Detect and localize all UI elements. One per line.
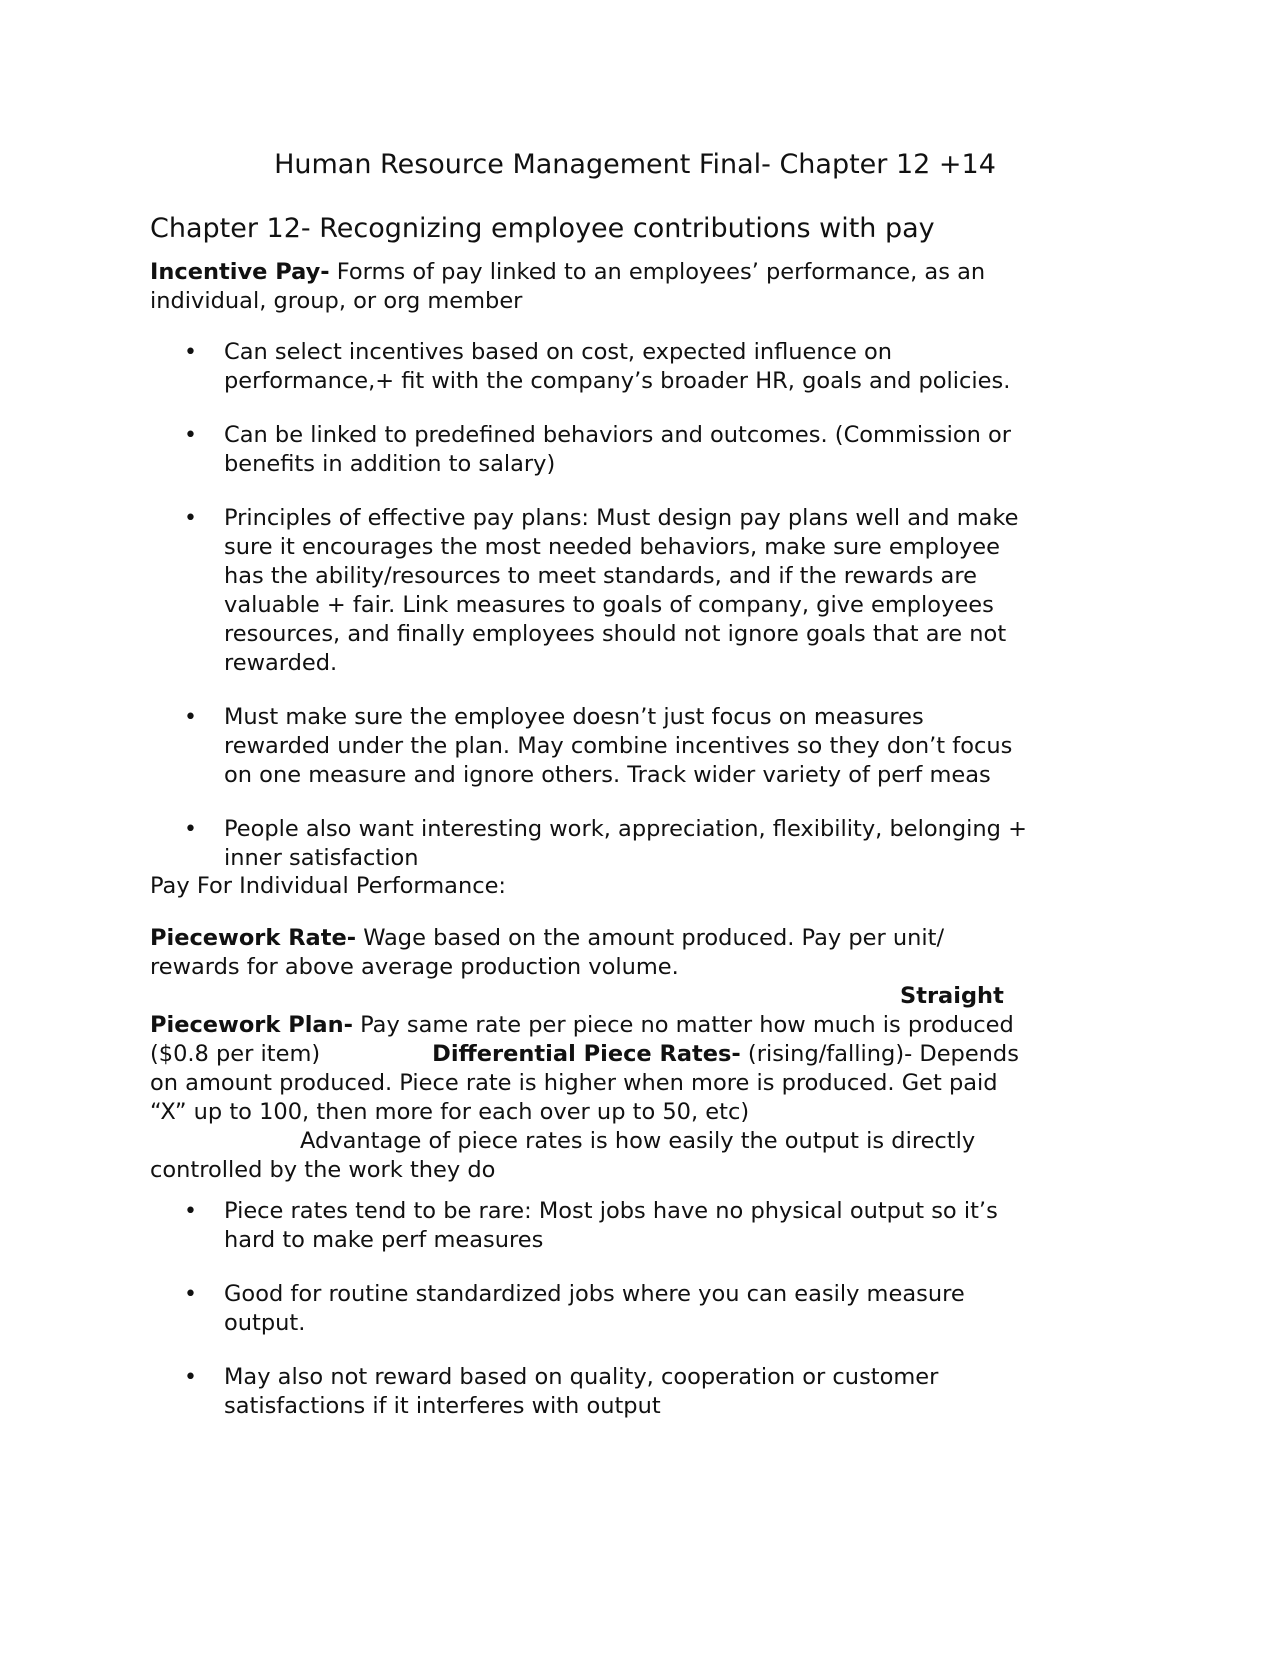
bullet-icon: • — [184, 506, 197, 531]
list-item: • Good for routine standardized jobs where you can easily measure output. — [184, 1281, 965, 1336]
piecework-rate-paragraph: Piecework Rate- Wage based on the amount produced. Pay per unit/ rewards for above average production volume. Straight Piecework Plan- Pay same rate per piece no matter how much is produced ($0.8 per item) Differential Piece Rates- (rising/falling)- Depends on amount produced. Piece rate is higher when more is produced. Get paid “X” up to 100, then more for each over up to 50, etc) Advantage of piece rates is how easily the output is directly controlled by the work they do — [150, 925, 1019, 1183]
list-item: • Can select incentives based on cost, expected influence on performance,+ fit with the company’s broader HR, goals and policies. — [184, 339, 1011, 394]
straight-label: Straight — [900, 983, 1004, 1009]
incentive-pay-paragraph: Incentive Pay- Forms of pay linked to an employees’ performance, as an individual, group, or org member — [150, 259, 986, 314]
bullet-icon: • — [184, 340, 197, 365]
bullet-icon: • — [184, 705, 197, 730]
list-item: • People also want interesting work, appreciation, flexibility, belonging + inner satisfaction — [184, 816, 1027, 871]
individual-performance-heading: Pay For Individual Performance: — [150, 873, 507, 899]
list-item: • Can be linked to predefined behaviors and outcomes. (Commission or benefits in addition to salary) — [184, 422, 1012, 477]
list-item: • Must make sure the employee doesn’t just focus on measures rewarded under the plan. May combine incentives so they don’t focus on one measure and ignore others. Track wider variety of perf meas — [184, 704, 1013, 788]
bullet-icon: • — [184, 1365, 197, 1390]
document-title: Human Resource Management Final- Chapter 12 +14 — [274, 149, 996, 180]
bullet-icon: • — [184, 817, 197, 842]
list-item: • Principles of effective pay plans: Must design pay plans well and make sure it encourages the most needed behaviors, make sure employee has the ability/resources to meet standards, and if the rewards are valuable + fair. Link measures to goals of company, give employees resources, and finally employees should not ignore goals that are not rewarded. — [184, 505, 1019, 676]
piece-rate-bullet-list — [150, 1197, 1130, 1446]
chapter-heading: Chapter 12- Recognizing employee contributions with pay — [150, 213, 935, 244]
list-item: • May also not reward based on quality, cooperation or customer satisfactions if it interferes with output — [184, 1364, 939, 1419]
bullet-icon: • — [184, 423, 197, 448]
piecework-plan-term: Piecework Plan- — [150, 1012, 353, 1038]
piecework-rate-term: Piecework Rate- — [150, 925, 357, 951]
incentive-bullet-list — [150, 338, 1130, 898]
incentive-pay-term: Incentive Pay- — [150, 259, 330, 285]
bullet-icon: • — [184, 1282, 197, 1307]
differential-piece-rates-term: Differential Piece Rates- — [432, 1041, 741, 1067]
list-item: • Piece rates tend to be rare: Most jobs have no physical output so it’s hard to make perf measures — [184, 1198, 998, 1253]
bullet-icon: • — [184, 1199, 197, 1224]
